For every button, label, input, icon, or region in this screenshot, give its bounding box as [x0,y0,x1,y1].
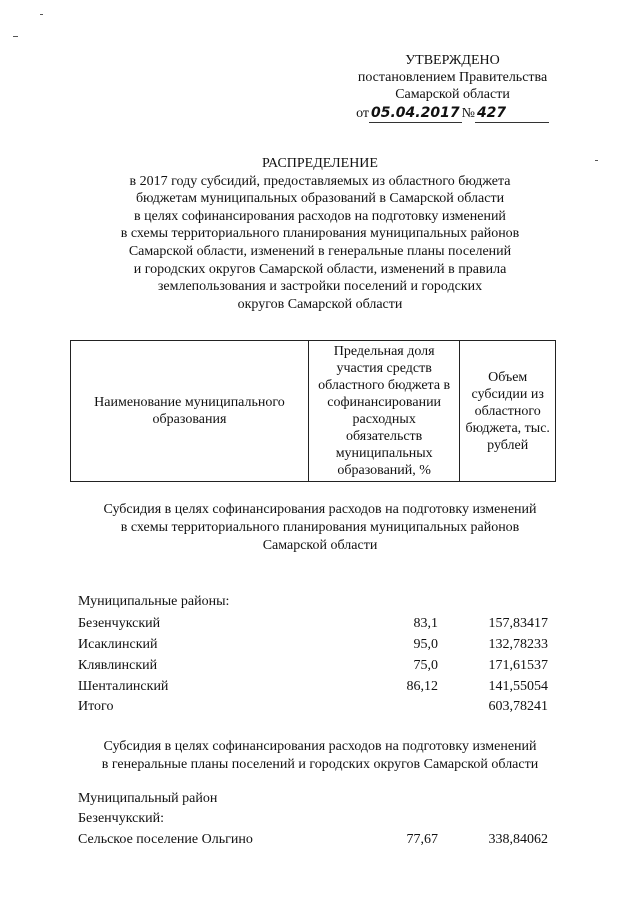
row-amount: 141,55054 [488,679,548,694]
number-prefix: № [461,106,475,121]
section1-title [70,501,570,555]
scan-speck [40,14,43,15]
title-line: и городских округов Самарской области, изменений в правила [133,261,507,277]
scan-speck [595,160,598,161]
title-line: бюджетам муниципальных образований в Самарской области [135,191,505,207]
section2-line: Субсидия в целях софинансирования расходов на подготовку изменений [103,739,537,754]
row-name: Безенчукский [78,616,161,631]
header-col-share: Предельная доля участия средств областного бюджета в софинансировании расходных обязательств муниципальных образований, % [308,341,459,482]
handwritten-date: 05.04.2017 [371,105,460,121]
row-share: 75,0 [413,658,438,673]
row-amount: 132,78233 [488,637,548,652]
row-name: Сельское поселение Ольгино [78,832,253,847]
group-label: Муниципальные районы: [78,594,230,609]
row-share: 95,0 [413,637,438,652]
group-label: Муниципальный район [78,791,218,806]
section1-line: Самарской области [262,538,378,553]
section1-line: в схемы территориального планирования муниципальных районов [120,520,520,535]
row-share: 83,1 [413,616,438,631]
group-label: Безенчукский: [78,811,165,826]
title-line: округов Самарской области [237,296,403,312]
approval-line2: Самарской области [395,87,510,102]
total-amount: 603,78241 [488,699,548,714]
scan-speck [13,36,18,37]
document-title [70,155,570,313]
title-line: в схемы территориального планирования муниципальных районов [120,226,520,242]
section1-line: Субсидия в целях софинансирования расходов на подготовку изменений [103,502,537,517]
approval-date-line [330,105,575,123]
title-heading: РАСПРЕДЕЛЕНИЕ [262,156,378,171]
total-name: Итого [78,699,114,714]
date-prefix: от [356,106,369,121]
row-name: Клявлинский [78,658,158,673]
approval-stamp [330,52,575,123]
title-line: в 2017 году субсидий, предоставляемых из областного бюджета [129,173,511,189]
handwritten-number: 427 [475,105,549,123]
section2-line: в генеральные планы поселений и городских округов Самарской области [101,757,539,772]
header-col-amount: Объем субсидии из областного бюджета, тыс. рублей [460,341,556,482]
title-line: в целях софинансирования расходов на подготовку изменений [134,208,506,224]
row-share: 77,67 [406,832,438,847]
row-amount: 171,61537 [488,658,548,673]
row-amount: 338,84062 [488,832,548,847]
approval-heading: УТВЕРЖДЕНО [405,53,500,68]
table-header [70,340,556,482]
row-share: 86,12 [406,679,438,694]
row-amount: 157,83417 [488,616,548,631]
approval-line1: постановлением Правительства [357,70,548,85]
section2-title [70,738,570,774]
title-line: Самарской области, изменений в генеральные планы поселений [128,243,512,259]
title-line: землепользования и застройки поселений и городских [157,279,483,295]
row-name: Шенталинский [78,679,169,694]
header-col-name: Наименование муниципального образования [71,341,309,482]
row-name: Исаклинский [78,637,158,652]
